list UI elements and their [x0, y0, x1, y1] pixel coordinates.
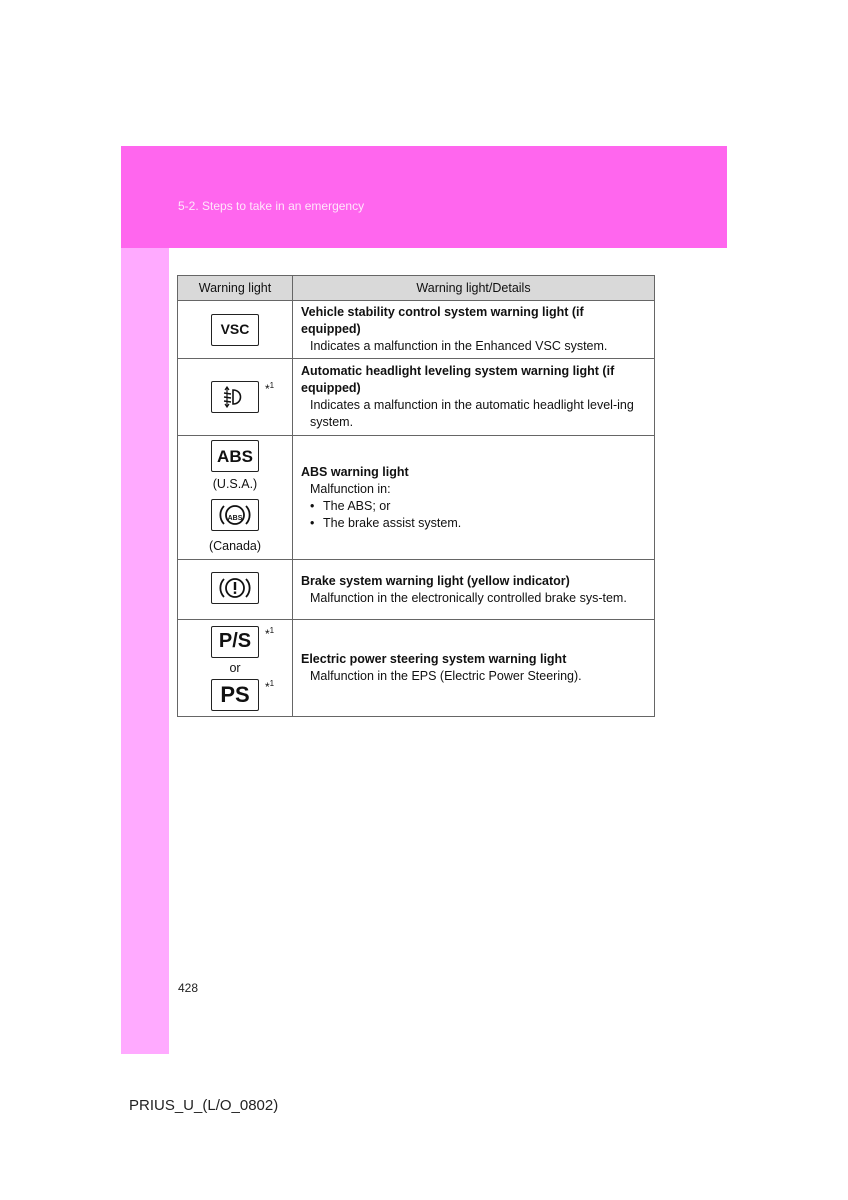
abs-icon: ABS — [211, 440, 259, 472]
header-band — [121, 146, 727, 248]
icon-wrap — [211, 625, 275, 658]
footnote-number: 1 — [269, 381, 275, 390]
footnote-number: 1 — [269, 625, 275, 635]
footnote-star: * — [265, 679, 270, 694]
warning-light-cell — [178, 560, 293, 620]
detail-cell — [293, 620, 655, 717]
detail-cell — [293, 359, 655, 436]
ps-icon: PS — [211, 679, 259, 711]
abs-circle-icon — [211, 499, 259, 531]
section-title: 5-2. Steps to take in an emergency — [178, 199, 365, 213]
bullet-item: • The brake assist system. — [301, 515, 646, 532]
page-number: 428 — [178, 981, 199, 995]
icon-caption-canada: (Canada) — [208, 539, 262, 553]
table-row — [178, 436, 655, 560]
icon-caption-usa: (U.S.A.) — [212, 477, 258, 491]
ps-slash-icon: P/S — [211, 626, 259, 658]
row-title: ABS warning light — [301, 464, 409, 479]
table-header-row — [178, 276, 655, 301]
detail-cell — [293, 301, 655, 359]
bullet-item: • The ABS; or — [301, 498, 646, 515]
row-text: Malfunction in: — [310, 481, 391, 496]
or-text: or — [229, 660, 241, 675]
row-title: Brake system warning light (yellow indicator) — [301, 573, 570, 588]
icon-wrap — [211, 381, 275, 413]
row-text: Malfunction in the EPS (Electric Power Steering). — [310, 669, 582, 683]
side-strip — [121, 248, 169, 1054]
row-text: Malfunction in the electronically controlled brake sys-tem. — [310, 590, 627, 605]
warning-light-cell — [178, 436, 293, 560]
table-row — [178, 359, 655, 436]
row-text: Indicates a malfunction in the Enhanced VSC system. — [310, 339, 608, 353]
footnote-mark — [265, 622, 274, 643]
warning-light-cell — [178, 359, 293, 436]
footnote-mark — [265, 377, 274, 398]
brake-warning-icon — [211, 572, 259, 604]
row-title: Automatic headlight leveling system warning light (if equipped) — [301, 364, 615, 395]
table-row — [178, 301, 655, 359]
row-title: Electric power steering system warning light — [301, 652, 567, 666]
footnote-star: * — [265, 626, 270, 641]
vsc-icon: VSC — [211, 314, 259, 346]
abs-circle-label: ABS — [227, 515, 243, 522]
col-header-details: Warning light/Details — [293, 276, 655, 301]
footnote-star: * — [265, 382, 270, 396]
detail-cell — [293, 436, 655, 560]
warning-light-cell — [178, 301, 293, 359]
warning-light-cell — [178, 620, 293, 717]
table-row — [178, 620, 655, 717]
footnote-mark — [265, 675, 274, 696]
headlight-leveling-icon — [211, 381, 259, 413]
document-code: PRIUS_U_(L/O_0802) — [129, 1097, 279, 1114]
table-row — [178, 560, 655, 620]
detail-cell — [293, 560, 655, 620]
row-title: Vehicle stability control system warning light (if equipped) — [301, 305, 584, 336]
row-text: Indicates a malfunction in the automatic headlight level-ing system. — [310, 398, 634, 429]
warning-light-table — [177, 275, 655, 717]
icon-wrap — [211, 678, 275, 711]
footnote-number: 1 — [269, 678, 275, 688]
col-header-warning-light: Warning light — [178, 276, 293, 301]
